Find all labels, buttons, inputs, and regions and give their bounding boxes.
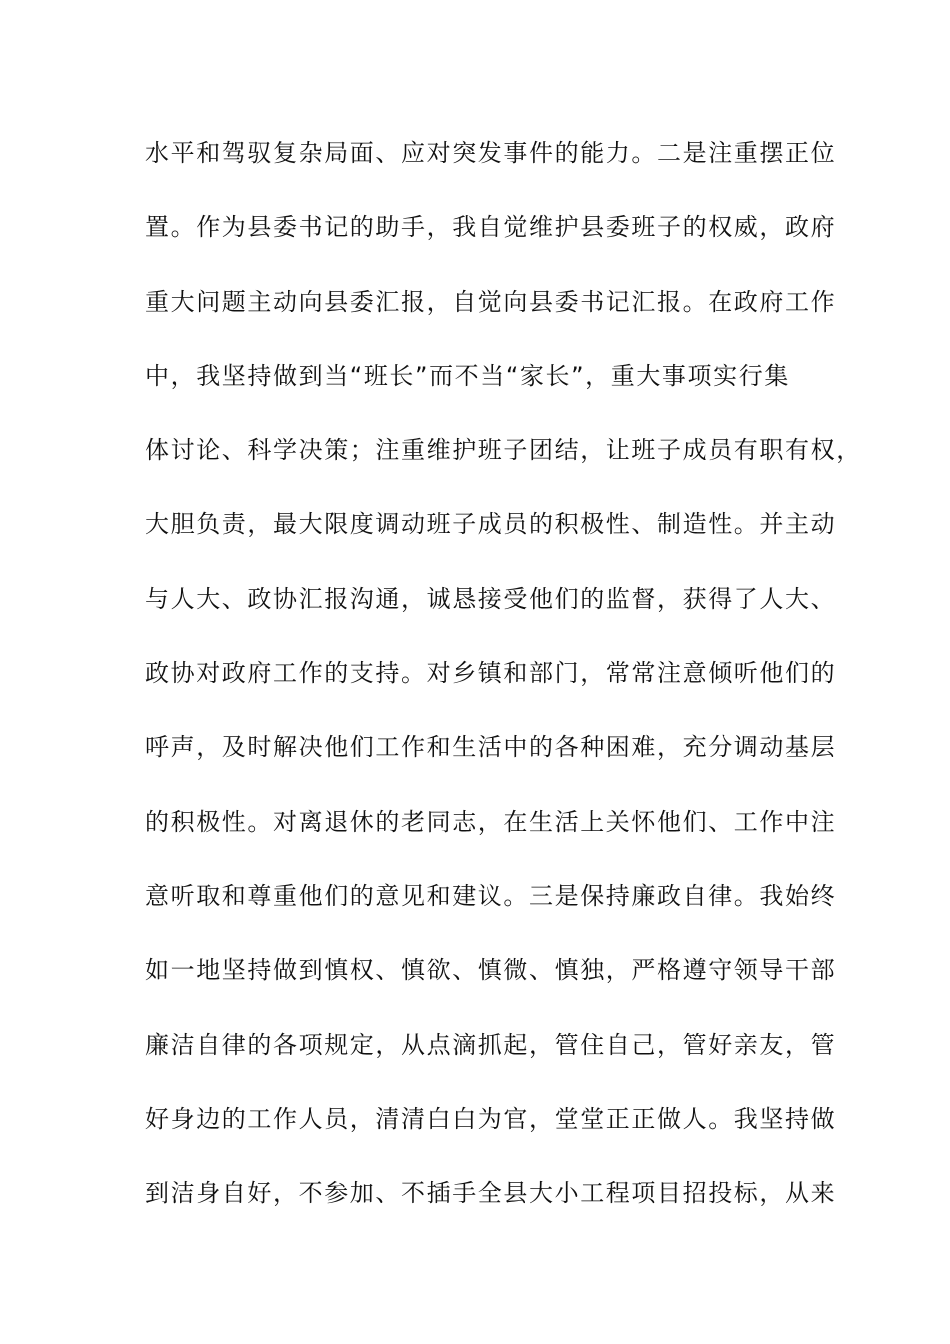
text-line: 大胆负责，最大限度调动班子成员的积极性、制造性。并主动	[145, 510, 837, 539]
text-line: 水平和驾驭复杂局面、应对突发事件的能力。二是注重摆正位	[145, 139, 837, 167]
text-line: 到洁身自好，不参加、不插手全县大小工程项目招投标，从来	[145, 1179, 837, 1208]
text-line: 好身边的工作人员，清清白白为官，堂堂正正做人。我坚持做	[145, 1104, 837, 1133]
text-line: 呼声，及时解决他们工作和生活中的各种困难，充分调动基层	[145, 733, 837, 762]
body-text	[145, 128, 862, 1242]
text-line: 的积极性。对离退休的老同志，在生活上关怀他们、工作中注	[145, 807, 837, 836]
text-line: 意听取和尊重他们的意见和建议。三是保持廉政自律。我始终	[145, 881, 837, 910]
text-line: 置。作为县委书记的助手，我自觉维护县委班子的权威，政府	[145, 213, 837, 242]
text-line: 如一地坚持做到慎权、慎欲、慎微、慎独，严格遵守领导干部	[145, 956, 837, 985]
text-line: 与人大、政协汇报沟通，诚恳接受他们的监督，获得了人大、	[145, 584, 837, 613]
text-line: 体讨论、科学决策；注重维护班子团结，让班子成员有职有权，	[145, 436, 862, 465]
text-line: 廉洁自律的各项规定，从点滴抓起，管住自己，管好亲友，管	[145, 1030, 837, 1059]
text-line: 重大问题主动向县委汇报，自觉向县委书记汇报。在政府工作	[145, 287, 837, 316]
text-line: 中，我坚持做到当“班长”而不当“家长”，重大事项实行集	[145, 361, 790, 390]
text-line: 政协对政府工作的支持。对乡镇和部门，常常注意倾听他们的	[145, 659, 837, 688]
